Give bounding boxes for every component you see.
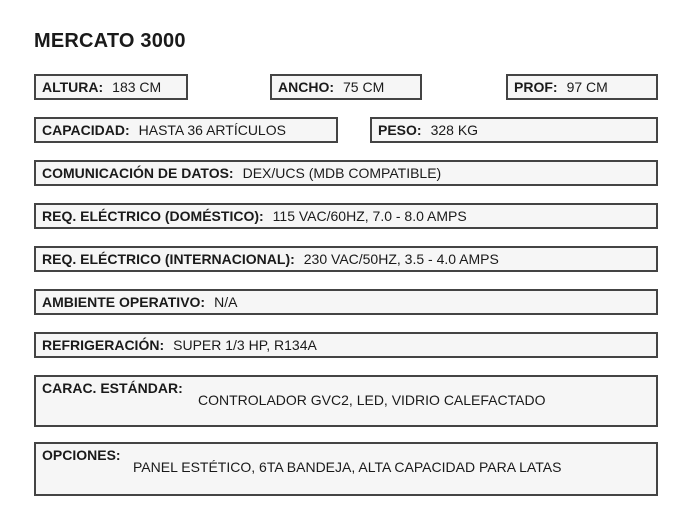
- spec-refrigeracion: [34, 332, 658, 358]
- spec-capacidad-label: CAPACIDAD:: [42, 122, 130, 138]
- spec-peso-label: PESO:: [378, 122, 422, 138]
- spec-comunicacion-value: DEX/UCS (MDB COMPATIBLE): [242, 165, 442, 181]
- spec-req-internacional-label: REQ. ELÉCTRICO (INTERNACIONAL):: [42, 251, 295, 267]
- spec-prof: [506, 74, 658, 100]
- spec-capacidad-value: HASTA 36 ARTÍCULOS: [138, 122, 286, 138]
- spec-ancho-value: 75 CM: [343, 79, 385, 95]
- spec-prof-label: PROF:: [514, 79, 558, 95]
- page-title: MERCATO 3000: [34, 30, 186, 52]
- spec-req-domestico-label: REQ. ELÉCTRICO (DOMÉSTICO):: [42, 208, 264, 224]
- spec-refrigeracion-value: SUPER 1/3 HP, R134A: [173, 337, 317, 353]
- spec-refrigeracion-label: REFRIGERACIÓN:: [42, 337, 165, 353]
- spec-capacidad: [34, 117, 338, 143]
- spec-peso: [370, 117, 658, 143]
- spec-prof-value: 97 CM: [566, 79, 608, 95]
- spec-req-domestico: [34, 203, 658, 229]
- spec-ambiente: [34, 289, 658, 315]
- spec-altura: [34, 74, 188, 100]
- spec-req-internacional-value: 230 VAC/50HZ, 3.5 - 4.0 AMPS: [303, 251, 499, 267]
- spec-altura-value: 183 CM: [112, 79, 162, 95]
- spec-ambiente-label: AMBIENTE OPERATIVO:: [42, 294, 206, 310]
- spec-peso-value: 328 KG: [430, 122, 479, 138]
- spec-req-internacional: [34, 246, 658, 272]
- spec-req-domestico-value: 115 VAC/60HZ, 7.0 - 8.0 AMPS: [272, 208, 467, 224]
- spec-ancho: [270, 74, 422, 100]
- spec-comunicacion: [34, 160, 658, 186]
- spec-altura-label: ALTURA:: [42, 79, 104, 95]
- spec-carac-value: CONTROLADOR GVC2, LED, VIDRIO CALEFACTADO: [198, 392, 546, 408]
- spec-ancho-label: ANCHO:: [278, 79, 334, 95]
- spec-ambiente-value: N/A: [214, 294, 238, 310]
- spec-opciones-value: PANEL ESTÉTICO, 6TA BANDEJA, ALTA CAPACIDAD PARA LATAS: [133, 459, 562, 475]
- spec-opciones: [34, 442, 658, 496]
- spec-carac: [34, 375, 658, 427]
- spec-opciones-label: OPCIONES:: [42, 447, 121, 463]
- spec-comunicacion-label: COMUNICACIÓN DE DATOS:: [42, 165, 234, 181]
- spec-carac-label: CARAC. ESTÁNDAR:: [42, 380, 183, 396]
